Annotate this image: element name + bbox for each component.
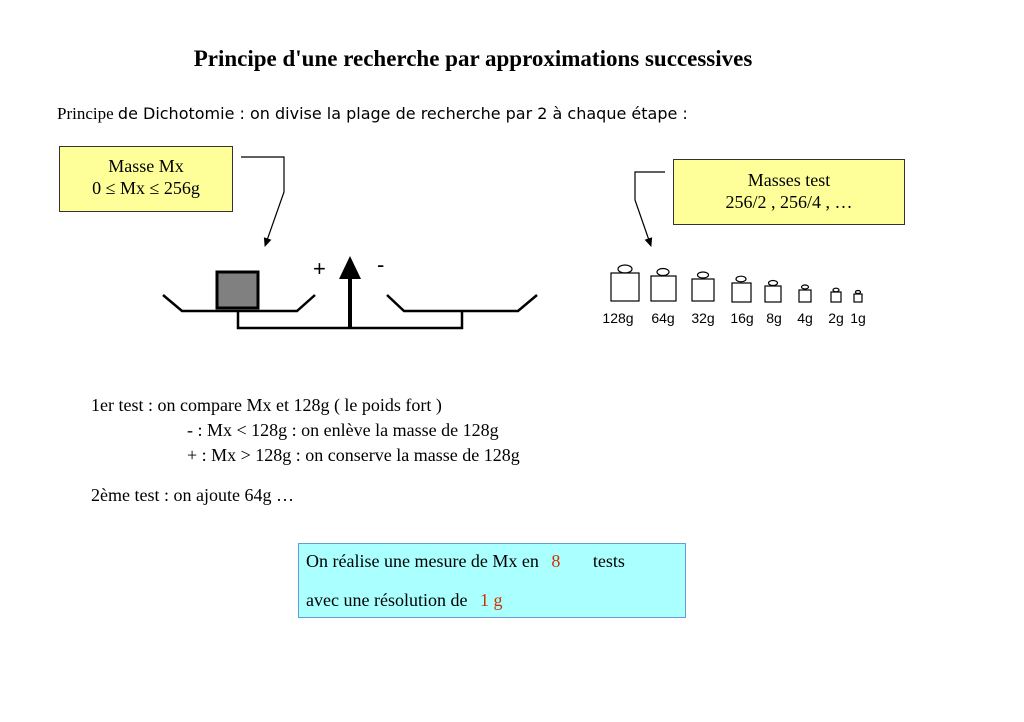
result-box xyxy=(298,543,686,618)
weight-1g xyxy=(854,291,862,303)
test-note-line1: Masses test xyxy=(747,170,831,190)
mass-note-line1: Masse Mx xyxy=(108,156,184,176)
weight-label-32g: 32g xyxy=(691,310,715,326)
tests-count: 8 xyxy=(551,551,561,571)
weight-64g xyxy=(651,269,676,302)
result-line1-suffix: tests xyxy=(592,551,625,571)
weight-2g xyxy=(831,288,841,302)
weight-label-4g: 4g xyxy=(797,310,813,326)
weight-128g xyxy=(611,265,639,301)
result-line2-prefix: avec une résolution de xyxy=(306,590,468,610)
weight-8g xyxy=(765,281,781,303)
weight-4g xyxy=(799,285,811,302)
plus-case-text: + : Mx > 128g : on conserve la masse de 128g xyxy=(187,445,520,465)
mass-callout-arrow xyxy=(241,157,284,246)
result-line1-prefix: On réalise une mesure de Mx en xyxy=(306,551,539,571)
weight-label-2g: 2g xyxy=(828,310,844,326)
result-line-2 xyxy=(306,590,502,611)
weight-32g xyxy=(692,272,714,301)
unknown-mass-block xyxy=(217,272,258,308)
test-callout-arrow xyxy=(635,172,665,246)
second-test-text: 2ème test : on ajoute 64g … xyxy=(91,485,294,505)
balance-pointer-head xyxy=(339,256,361,279)
intro-text: de Dichotomie : on divise la plage de recherche par 2 à chaque étape : xyxy=(117,104,688,123)
minus-case-text: - : Mx < 128g : on enlève la masse de 128g xyxy=(187,420,499,440)
weight-label-1g: 1g xyxy=(850,310,866,326)
first-test-text: 1er test : on compare Mx et 128g ( le poids fort ) xyxy=(91,395,442,415)
plus-sign: + xyxy=(313,256,326,281)
weight-label-16g: 16g xyxy=(730,310,754,326)
minus-sign: - xyxy=(377,252,385,277)
weight-16g xyxy=(732,276,751,302)
intro-word: Principe xyxy=(57,104,114,123)
mass-note-line2: 0 ≤ Mx ≤ 256g xyxy=(92,178,200,198)
weight-label-128g: 128g xyxy=(602,310,634,326)
test-note-line2: 256/2 , 256/4 , … xyxy=(725,192,853,212)
weight-label-8g: 8g xyxy=(766,310,782,326)
page-title: Principe d'une recherche par approximations successives xyxy=(193,46,753,71)
result-line-1 xyxy=(306,551,625,572)
resolution-value: 1 g xyxy=(479,590,503,610)
right-pan xyxy=(387,295,537,311)
weight-label-64g: 64g xyxy=(651,310,675,326)
